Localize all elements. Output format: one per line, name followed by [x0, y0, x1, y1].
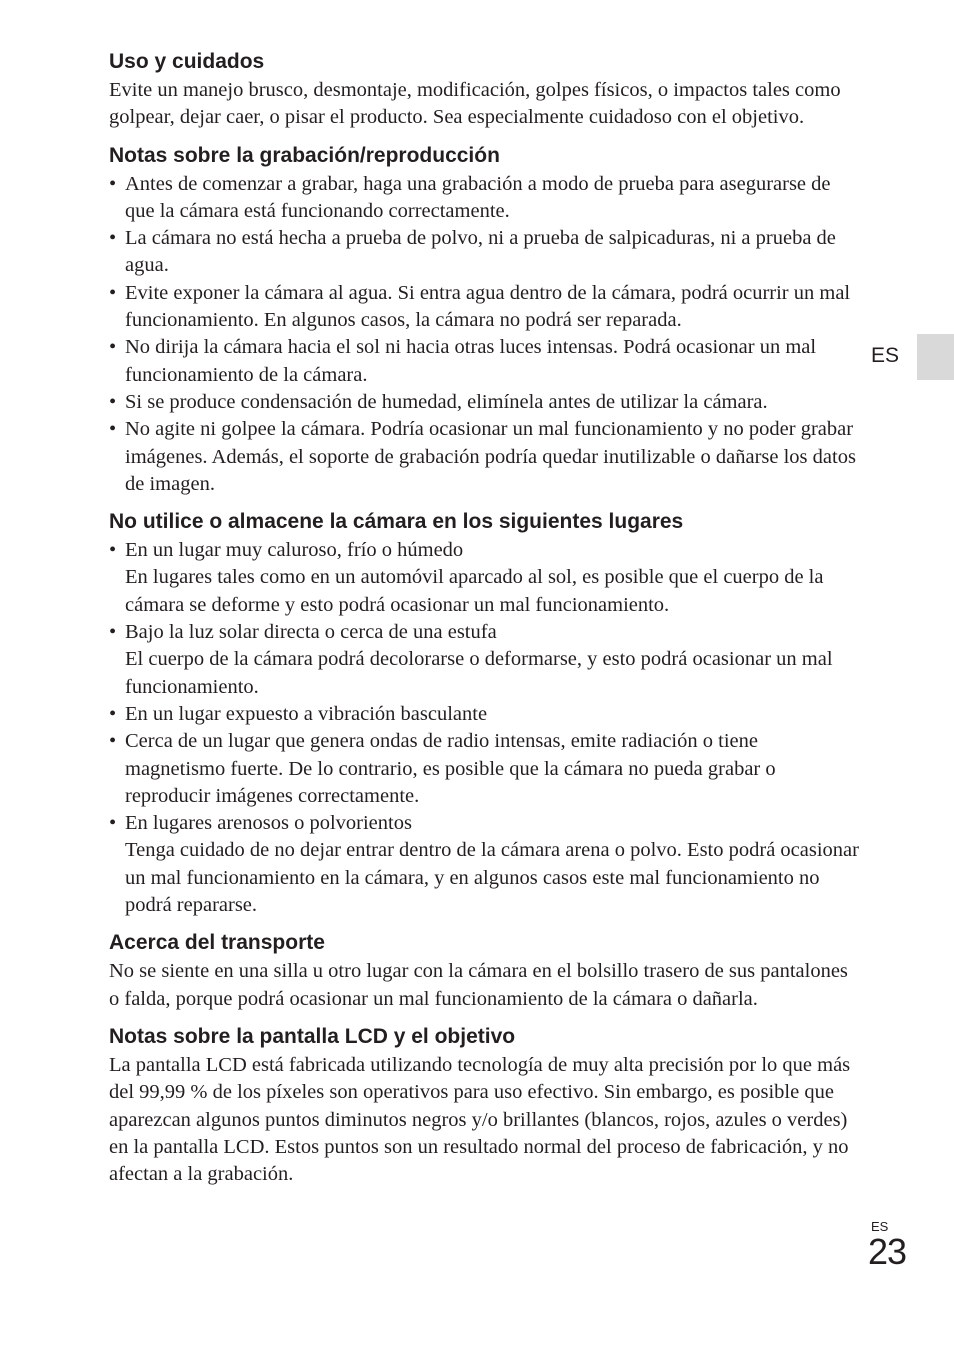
list-item: [109, 389, 861, 416]
bullet-list: [109, 171, 861, 499]
list-item-head: Bajo la luz solar directa o cerca de una estufa: [125, 621, 497, 644]
list-item: [109, 810, 861, 919]
section-paragraph: La pantalla LCD está fabricada utilizando tecnología de muy alta precisión por lo que más del 99,99 % de los píxeles son operativos para uso efectivo. Sin embargo, es posible que aparezcan algunos puntos diminutos negros y/o brillantes (blancos, rojos, azules o verdes) en la pantalla LCD. Estos puntos son un resultado normal del proceso de fabricación, y no afectan a la grabación.: [109, 1053, 851, 1186]
bullet-marker: •: [109, 702, 117, 725]
language-side-tab: [917, 334, 954, 380]
list-item-text: Antes de comenzar a grabar, haga una grabación a modo de prueba para asegurarse de que la cámara está funcionando correctamente.: [125, 172, 831, 222]
list-item-detail: El cuerpo de la cámara podrá decolorarse o deformarse, y esto podrá ocasionar un mal funcionamiento.: [125, 648, 833, 698]
section-lugares: [109, 508, 861, 919]
bullet-marker: •: [109, 418, 117, 441]
bullet-marker: •: [109, 390, 117, 413]
page-number: 23: [868, 1231, 907, 1272]
list-item-text: La cámara no está hecha a prueba de polvo, ni a prueba de salpicaduras, ni a prueba de agua.: [125, 227, 836, 277]
list-item-head: En lugares arenosos o polvorientos: [125, 812, 412, 835]
page-language-code: ES: [871, 1219, 889, 1234]
list-item: [109, 537, 861, 619]
section-paragraph: No se siente en una silla u otro lugar con la cámara en el bolsillo trasero de sus pantalones o falda, porque podrá ocasionar un mal funcionamiento de la cámara o dañarla.: [109, 960, 848, 1010]
list-item-head: En un lugar expuesto a vibración basculante: [125, 702, 488, 725]
section-notas-grabacion: [109, 142, 861, 499]
list-item-text: No agite ni golpee la cámara. Podría ocasionar un mal funcionamiento y no poder grabar imágenes. Además, el soporte de grabación podría quedar inutilizable o dañarse los datos de imagen.: [125, 418, 856, 495]
bullet-list: [109, 537, 861, 919]
bullet-marker: •: [109, 812, 117, 835]
bullet-marker: •: [109, 227, 117, 250]
list-item: [109, 701, 861, 728]
section-pantalla-lcd: [109, 1023, 861, 1188]
bullet-marker: •: [109, 539, 117, 562]
section-title: Notas sobre la grabación/reproducción: [109, 143, 500, 167]
bullet-marker: •: [109, 281, 117, 304]
section-transporte: [109, 929, 861, 1013]
language-side-label: ES: [871, 344, 900, 367]
list-item-head: En un lugar muy caluroso, frío o húmedo: [125, 539, 464, 562]
list-item-head: Cerca de un lugar que genera ondas de radio intensas, emite radiación o tiene magnetismo fuerte. De lo contrario, es posible que la cámara no pueda grabar o reproducir imágenes correctamente.: [125, 730, 776, 807]
section-paragraph: Evite un manejo brusco, desmontaje, modificación, golpes físicos, o impactos tales como golpear, dejar caer, o pisar el producto. Sea especialmente cuidadoso con el objetivo.: [109, 79, 841, 129]
bullet-marker: •: [109, 336, 117, 359]
list-item-text: No dirija la cámara hacia el sol ni hacia otras luces intensas. Podrá ocasionar un mal funcionamiento de la cámara.: [125, 336, 817, 386]
list-item-text: Si se produce condensación de humedad, elimínela antes de utilizar la cámara.: [125, 390, 768, 413]
list-item-detail: En lugares tales como en un automóvil aparcado al sol, es posible que el cuerpo de la cámara se deforme y esto podrá ocasionar un mal funcionamiento.: [125, 566, 824, 616]
list-item-text: Evite exponer la cámara al agua. Si entra agua dentro de la cámara, podrá ocurrir un mal funcionamiento. En algunos casos, la cámara no podrá ser reparada.: [125, 281, 851, 332]
section-title: Notas sobre la pantalla LCD y el objetivo: [109, 1024, 516, 1048]
list-item: [109, 416, 861, 498]
section-title: No utilice o almacene la cámara en los siguientes lugares: [109, 510, 684, 534]
bullet-marker: •: [109, 621, 117, 644]
section-title: Acerca del transporte: [109, 931, 325, 955]
page-content: [109, 48, 861, 1198]
list-item: [109, 225, 861, 280]
list-item: [109, 171, 861, 226]
list-item: [109, 728, 861, 810]
bullet-marker: •: [109, 172, 117, 195]
list-item: [109, 619, 861, 701]
list-item: [109, 280, 861, 335]
bullet-marker: •: [109, 730, 117, 753]
section-uso-y-cuidados: [109, 48, 861, 132]
list-item-detail: Tenga cuidado de no dejar entrar dentro de la cámara arena o polvo. Esto podrá ocasionar un mal funcionamiento en la cámara, y en algunos casos este mal funcionamiento no podrá repararse.: [125, 839, 859, 917]
list-item: [109, 334, 861, 389]
section-title: Uso y cuidados: [109, 50, 265, 73]
